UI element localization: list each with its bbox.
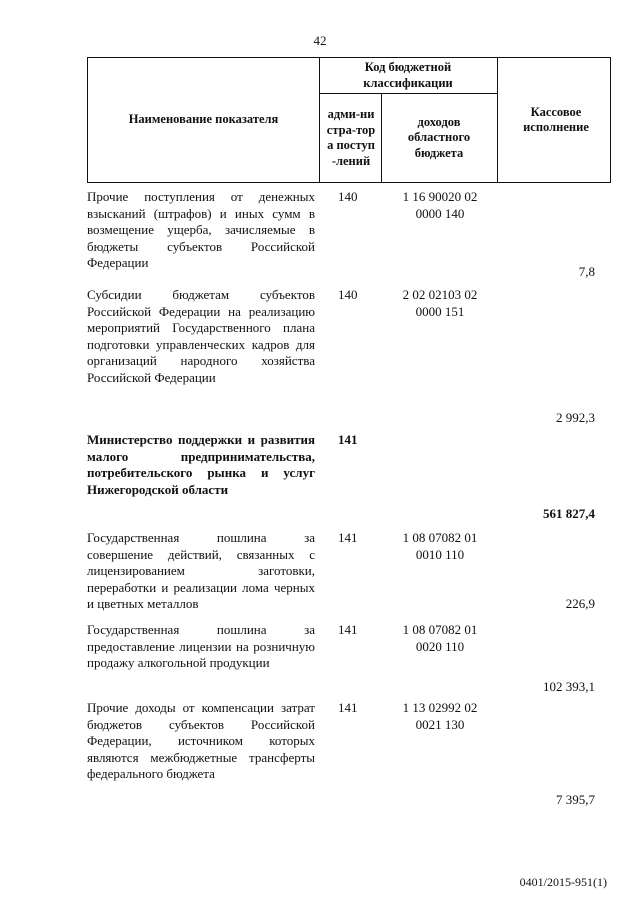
indicator-name: Субсидии бюджетам субъектов Российской Федерации на реализацию мероприятий Государственного плана подготовки управленческих кадров для организаций народного хозяйства Российской Федерации bbox=[87, 287, 315, 385]
document-code: 0401/2015-951(1) bbox=[519, 875, 607, 889]
header-exec: Кассовое исполнение bbox=[523, 104, 589, 134]
admin-code: 141 bbox=[338, 432, 358, 447]
page-number: 42 bbox=[313, 33, 327, 48]
budget-code: 1 08 07082 01 0020 110 bbox=[402, 622, 478, 654]
header-income: доходов областного бюджета bbox=[407, 114, 471, 160]
table-row bbox=[87, 530, 611, 622]
indicator-name: Государственная пошлина за совершение действий, связанных с лицензированием заготовки, переработки и реализации лома черных и цветных металлов bbox=[87, 530, 315, 612]
table-header bbox=[87, 57, 611, 183]
budget-code: 1 08 07082 01 0010 110 bbox=[402, 530, 478, 562]
header-name: Наименование показателя bbox=[128, 111, 279, 126]
admin-code: 141 bbox=[338, 622, 358, 637]
amount: 2 992,3 bbox=[556, 410, 595, 425]
table-row bbox=[87, 189, 611, 281]
amount: 561 827,4 bbox=[543, 506, 595, 521]
amount: 226,9 bbox=[565, 596, 595, 611]
indicator-name: Государственная пошлина за предоставление лицензии на розничную продажу алкогольной продукции bbox=[87, 622, 315, 671]
admin-code: 140 bbox=[338, 189, 358, 204]
amount: 102 393,1 bbox=[543, 679, 595, 694]
header-admin: адми-нистра-тора поступ-лений bbox=[326, 107, 376, 168]
admin-code: 141 bbox=[338, 700, 358, 715]
amount: 7 395,7 bbox=[556, 792, 595, 807]
indicator-name: Прочие доходы от компенсации затрат бюджетов субъектов Российской Федерации, источником которых являются межбюджетные трансферты федерального бюджета bbox=[87, 700, 315, 782]
budget-code: 1 13 02992 02 0021 130 bbox=[402, 700, 478, 732]
table-row bbox=[87, 287, 611, 427]
table-row-ministry bbox=[87, 432, 611, 524]
indicator-name: Прочие поступления от денежных взысканий (штрафов) и иных сумм в возмещение ущерба, зачисляемые в бюджеты субъектов Российской Федерации bbox=[87, 189, 315, 271]
table-row bbox=[87, 622, 611, 697]
admin-code: 140 bbox=[338, 287, 358, 302]
budget-code: 1 16 90020 02 0000 140 bbox=[402, 189, 478, 221]
amount: 7,8 bbox=[578, 264, 595, 279]
budget-code: 2 02 02103 02 0000 151 bbox=[402, 287, 478, 319]
indicator-name: Министерство поддержки и развития малого предпринимательства, потребительского рынка и услуг Нижегородской области bbox=[87, 432, 315, 497]
table-row bbox=[87, 700, 611, 808]
admin-code: 141 bbox=[338, 530, 358, 545]
header-code-group: Код бюджетной классификации bbox=[363, 60, 453, 90]
